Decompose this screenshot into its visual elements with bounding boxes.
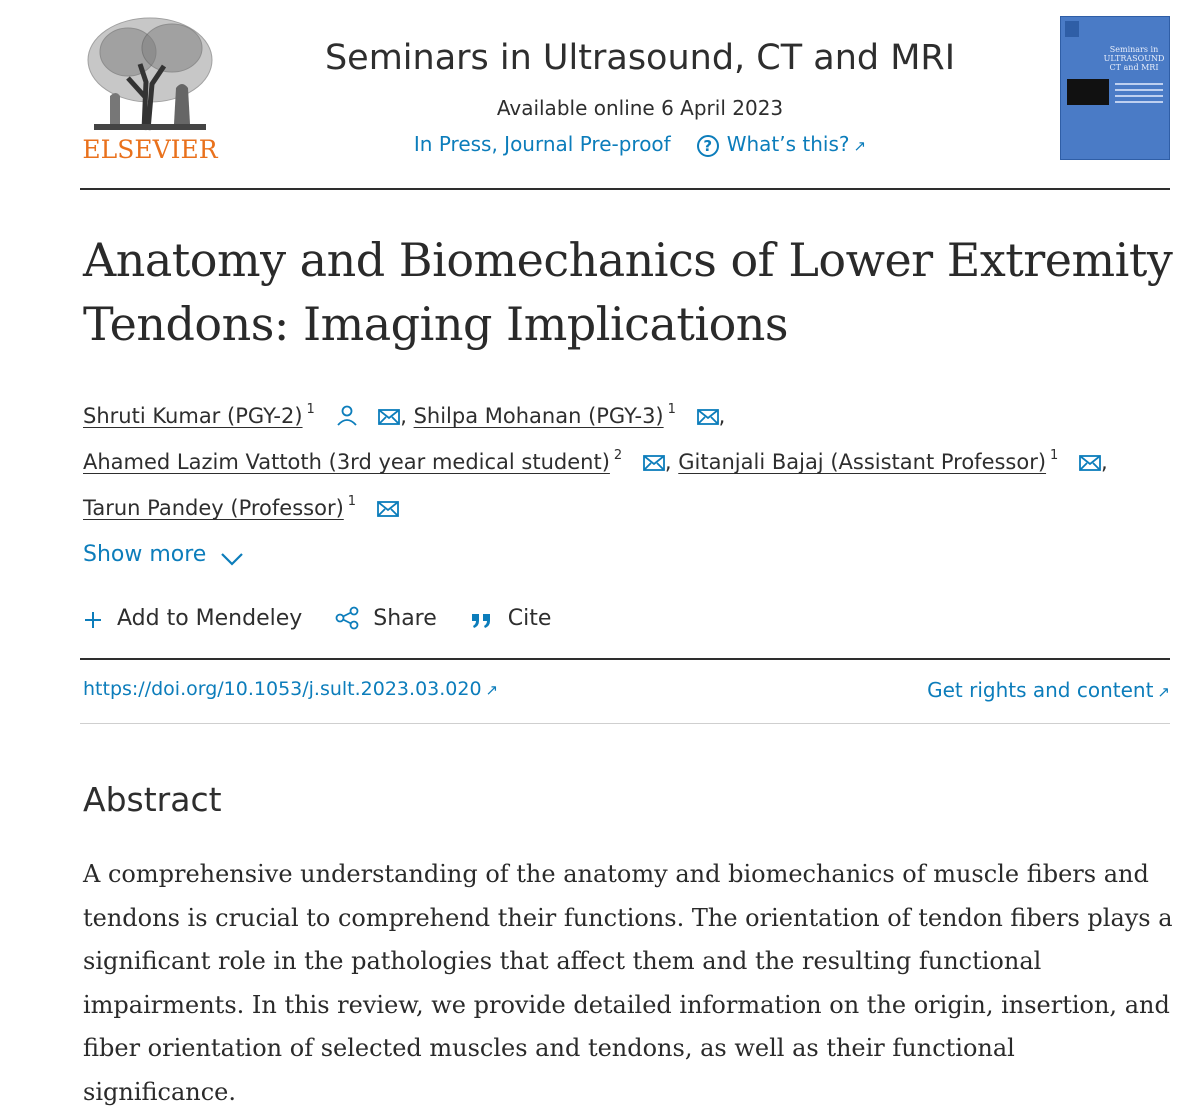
external-link-icon: ↗	[485, 681, 499, 699]
affiliation-marker[interactable]: 2	[613, 448, 623, 463]
affiliation-marker[interactable]: 1	[306, 402, 315, 417]
tree-icon	[80, 12, 220, 134]
show-more-label: Show more	[83, 542, 207, 567]
status-row	[290, 132, 990, 157]
plus-icon	[83, 610, 103, 630]
whats-this-link[interactable]: What’s this?	[726, 132, 850, 156]
share-icon	[335, 606, 359, 630]
author-line	[83, 390, 1183, 436]
author-separator: ,	[664, 450, 672, 474]
journal-title[interactable]: Seminars in Ultrasound, CT and MRI	[324, 38, 956, 78]
author-name[interactable]: Ahamed Lazim Vattoth (3rd year medical student)	[83, 450, 610, 474]
show-more-button[interactable]	[83, 542, 244, 567]
affiliation-marker[interactable]: 1	[347, 494, 357, 509]
doi-text: https://doi.org/10.1053/j.sult.2023.03.020	[83, 678, 482, 700]
email-icon[interactable]	[378, 408, 400, 426]
email-icon[interactable]	[697, 408, 719, 426]
email-icon[interactable]	[643, 454, 665, 472]
article-title: Anatomy and Biomechanics of Lower Extremity Tendons: Imaging Implications	[83, 233, 1173, 351]
person-icon[interactable]	[336, 404, 358, 426]
cite-label: Cite	[507, 606, 552, 631]
cite-button[interactable]	[470, 606, 552, 631]
rights-text: Get rights and content	[927, 678, 1154, 702]
author-separator: ,	[718, 404, 726, 428]
elsevier-logo[interactable]	[80, 12, 220, 167]
email-icon[interactable]	[1079, 454, 1101, 472]
author-name[interactable]: Shilpa Mohanan (PGY-3)	[413, 404, 664, 428]
cover-logo	[1065, 21, 1079, 37]
author-name[interactable]: Shruti Kumar (PGY-2)	[83, 404, 303, 428]
status-link[interactable]: In Press, Journal Pre-proof	[413, 132, 671, 156]
cover-text-lines	[1115, 83, 1163, 107]
author-name[interactable]: Gitanjali Bajaj (Assistant Professor)	[678, 450, 1047, 474]
article-actions	[83, 606, 577, 631]
author-line	[83, 482, 1183, 528]
author-separator: ,	[400, 404, 407, 428]
share-label: Share	[373, 606, 437, 631]
author-name[interactable]: Tarun Pandey (Professor)	[83, 496, 344, 520]
external-link-icon: ↗	[853, 137, 867, 155]
affiliation-marker[interactable]: 1	[667, 402, 676, 417]
author-separator: ,	[1101, 450, 1108, 474]
header-divider	[80, 188, 1170, 190]
availability-date: Available online 6 April 2023	[496, 96, 784, 120]
abstract-heading: Abstract	[83, 780, 222, 819]
cover-title: Seminars in ULTRASOUND CT and MRI	[1103, 45, 1165, 72]
chevron-down-icon	[220, 551, 244, 567]
author-line	[83, 436, 1183, 482]
affiliation-marker[interactable]: 1	[1050, 448, 1059, 463]
section-divider	[80, 723, 1170, 724]
actions-divider	[80, 658, 1170, 660]
elsevier-wordmark: ELSEVIER	[82, 135, 218, 164]
question-icon[interactable]: ?	[697, 135, 719, 157]
mendeley-label: Add to Mendeley	[117, 606, 303, 631]
external-link-icon: ↗	[1157, 683, 1170, 701]
cover-image	[1067, 79, 1109, 105]
author-list	[83, 390, 1183, 528]
quote-icon	[470, 610, 494, 630]
doi-link[interactable]	[83, 678, 498, 700]
get-rights-link[interactable]	[927, 678, 1170, 702]
journal-cover[interactable]	[1060, 16, 1170, 160]
email-icon[interactable]	[377, 500, 399, 518]
add-to-mendeley-button[interactable]	[83, 606, 302, 631]
share-button[interactable]	[335, 606, 437, 631]
abstract-text: A comprehensive understanding of the anatomy and biomechanics of muscle fibers and tendons is crucial to comprehend their functions. The orientation of tendon fibers plays a significant role in the pathologies that affect them and the resulting functional impairments. In this review, we provide detailed information on the origin, insertion, and fiber orientation of selected muscles and tendons, as well as their functional significance.	[83, 860, 1173, 1106]
